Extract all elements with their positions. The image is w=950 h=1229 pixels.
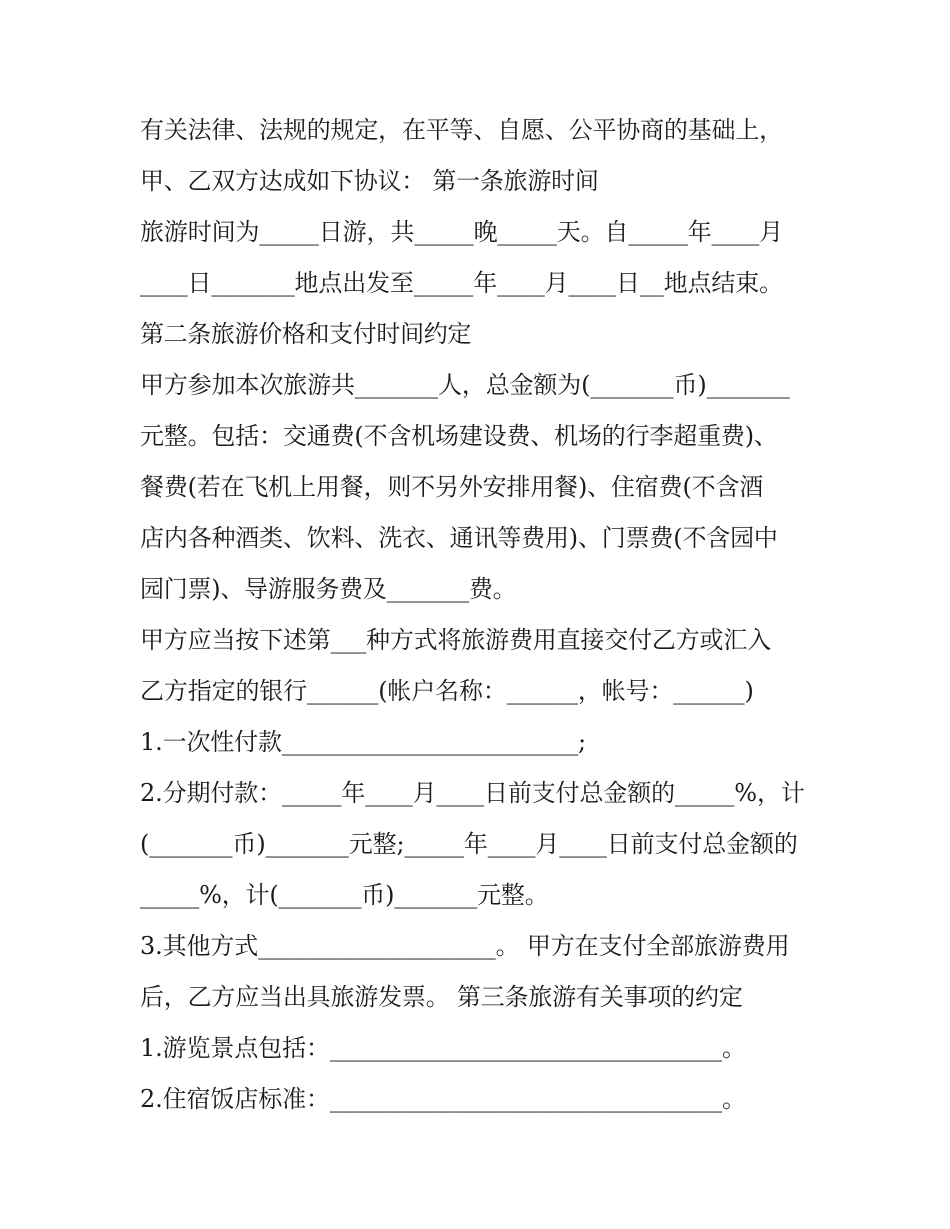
section-heading: 第二条旅游价格和支付时间约定 (140, 320, 471, 348)
text-line: _____%，计(_______币)_______元整。 (140, 881, 549, 909)
scenic-spots-line: 1.游览景点包括：_________________________________。 (140, 1034, 746, 1062)
hotel-standard-line: 2.住宿饭店标准：_________________________________。 (140, 1085, 746, 1113)
text-line: 后，乙方应当出具旅游发票。 第三条旅游有关事项的约定 (140, 983, 743, 1011)
payment-option-3: 3.其他方式____________________。 甲方在支付全部旅游费用 (140, 932, 790, 960)
text-line: 餐费(若在飞机上用餐，则不另外安排用餐)、住宿费(不含酒 (140, 473, 764, 501)
text-line: 园门票)、导游服务费及_______费。 (140, 575, 517, 603)
text-line: 甲、乙双方达成如下协议： 第一条旅游时间 (140, 167, 599, 195)
text-line: (_______币)_______元整;_____年____月____日前支付总金额的 (140, 830, 798, 858)
text-line: 店内各种酒类、饮料、洗衣、通讯等费用)、门票费(不含园中 (140, 524, 778, 552)
text-line: 有关法律、法规的规定，在平等、自愿、公平协商的基础上， (140, 116, 783, 144)
text-line: 元整。包括：交通费(不含机场建设费、机场的行李超重费)、 (140, 422, 778, 450)
payment-option-1: 1.一次性付款_________________________; (140, 728, 586, 756)
text-line: 旅游时间为_____日游，共_____晚_____天。自_____年____月 (140, 218, 783, 246)
document-body (140, 105, 820, 1125)
text-line: 甲方参加本次旅游共_______人，总金额为(_______币)_______ (140, 371, 790, 399)
text-line: 乙方指定的银行______(帐户名称：______，帐号：______) (140, 677, 754, 705)
text-line: 甲方应当按下述第___种方式将旅游费用直接交付乙方或汇入 (140, 626, 771, 654)
text-line: ____日_______地点出发至_____年____月____日__地点结束。 (140, 269, 783, 297)
payment-option-2: 2.分期付款：_____年____月____日前支付总金额的_____%，计 (140, 779, 805, 807)
